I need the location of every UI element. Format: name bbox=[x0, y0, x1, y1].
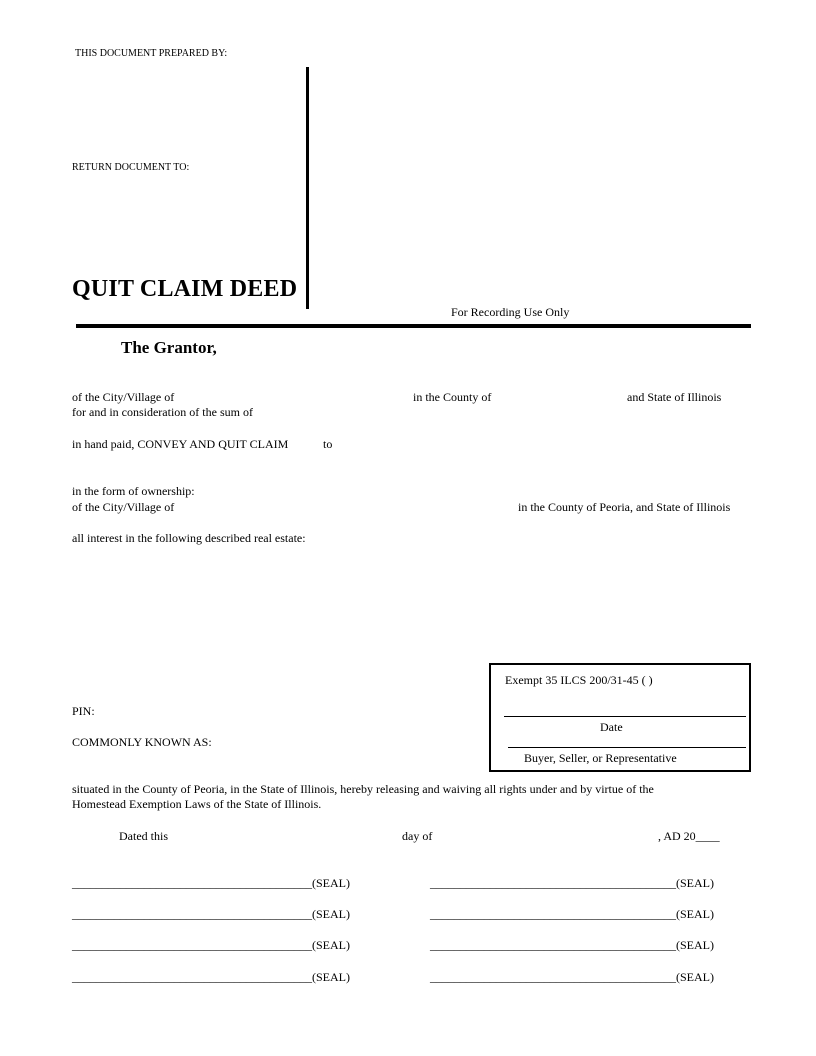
signature-line-left[interactable]: ________________________________________(SEAL) bbox=[72, 876, 350, 890]
document-title: QUIT CLAIM DEED bbox=[72, 276, 298, 302]
header-divider-vertical bbox=[306, 67, 309, 309]
pin-label: PIN: bbox=[72, 704, 95, 718]
recording-use-label: For Recording Use Only bbox=[451, 305, 570, 319]
ad-year-label: , AD 20____ bbox=[658, 829, 720, 843]
signature-line-left[interactable]: ________________________________________(SEAL) bbox=[72, 907, 350, 921]
convey-to-label: to bbox=[323, 437, 333, 451]
grantor-state-label: and State of Illinois bbox=[627, 390, 722, 404]
return-to-label: RETURN DOCUMENT TO: bbox=[72, 162, 190, 173]
exempt-label: Exempt 35 ILCS 200/31-45 ( ) bbox=[505, 673, 653, 687]
signature-line-right[interactable]: _________________________________________(SEAL) bbox=[430, 970, 714, 984]
situated-line-2: Homestead Exemption Laws of the State of Illinois. bbox=[72, 797, 322, 811]
signature-line-right[interactable]: _________________________________________(SEAL) bbox=[430, 938, 714, 952]
signature-line-right[interactable]: _________________________________________(SEAL) bbox=[430, 876, 714, 890]
dated-this-label: Dated this bbox=[119, 829, 168, 843]
convey-label: in hand paid, CONVEY AND QUIT CLAIM bbox=[72, 437, 289, 451]
exempt-signer-label: Buyer, Seller, or Representative bbox=[524, 751, 677, 765]
exempt-date-line bbox=[504, 716, 746, 717]
prepared-by-label: THIS DOCUMENT PREPARED BY: bbox=[75, 48, 228, 59]
exempt-signer-line bbox=[508, 747, 746, 748]
commonly-known-as-label: COMMONLY KNOWN AS: bbox=[72, 735, 212, 749]
signature-line-left[interactable]: ________________________________________(SEAL) bbox=[72, 970, 350, 984]
ownership-label: in the form of ownership: bbox=[72, 484, 195, 498]
day-of-label: day of bbox=[402, 829, 433, 843]
grantor-county-label: in the County of bbox=[413, 390, 492, 404]
signature-line-left[interactable]: ________________________________________(SEAL) bbox=[72, 938, 350, 952]
consideration-label: for and in consideration of the sum of bbox=[72, 405, 253, 419]
header-rule bbox=[76, 324, 751, 328]
interest-label: all interest in the following described real estate: bbox=[72, 531, 306, 545]
grantor-city-label: of the City/Village of bbox=[72, 390, 175, 404]
exempt-box bbox=[489, 663, 751, 772]
grantee-city-label: of the City/Village of bbox=[72, 500, 175, 514]
situated-line-1: situated in the County of Peoria, in the State of Illinois, hereby releasing and waiving all rights under and by virtue of the bbox=[72, 782, 654, 796]
exempt-date-label: Date bbox=[600, 720, 623, 734]
signature-line-right[interactable]: _________________________________________(SEAL) bbox=[430, 907, 714, 921]
grantor-heading: The Grantor, bbox=[121, 338, 217, 357]
grantee-county-state: in the County of Peoria, and State of Illinois bbox=[518, 500, 731, 514]
